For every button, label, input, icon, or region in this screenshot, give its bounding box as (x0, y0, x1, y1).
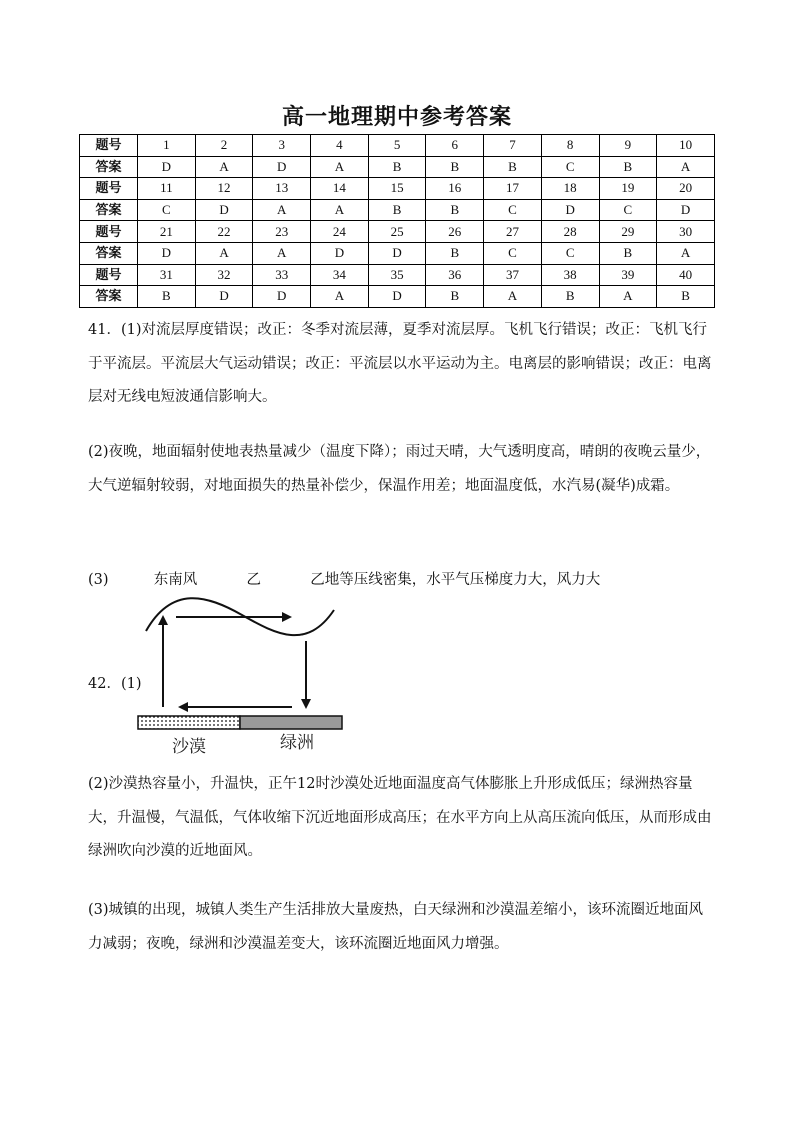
table-cell: A (657, 156, 715, 178)
row-header-cell: 题号 (80, 178, 138, 200)
table-row (80, 221, 715, 243)
table-cell: A (311, 199, 369, 221)
table-cell: 26 (426, 221, 484, 243)
q42-part2: (2)沙漠热容量小，升温快，正午12时沙漠处近地面温度高气体膨胀上升形成低压；绿洲热容量大，升温慢，气温低，气体收缩下沉近地面形成高压；在水平方向上从高压流向低压，从而形成由绿洲吹向沙漠的近地面风。 (88, 776, 712, 859)
table-cell: C (541, 156, 599, 178)
table-cell: C (599, 199, 657, 221)
table-cell: 36 (426, 264, 484, 286)
table-cell: 21 (138, 221, 196, 243)
table-cell: 32 (195, 264, 253, 286)
page-title: 高一地理期中参考答案 (281, 104, 512, 130)
table-cell: C (484, 199, 542, 221)
table-cell: B (138, 286, 196, 308)
table-cell: 2 (195, 135, 253, 157)
table-cell: B (484, 156, 542, 178)
table-cell: 13 (253, 178, 311, 200)
answer-table (79, 134, 715, 308)
table-cell: 19 (599, 178, 657, 200)
table-row (80, 242, 715, 264)
table-row (80, 264, 715, 286)
table-cell: A (253, 199, 311, 221)
table-cell: B (657, 286, 715, 308)
table-cell: D (195, 199, 253, 221)
table-cell: 4 (311, 135, 369, 157)
table-cell: D (657, 199, 715, 221)
table-row (80, 178, 715, 200)
circulation-diagram (132, 595, 352, 760)
table-cell: 20 (657, 178, 715, 200)
table-cell: B (599, 242, 657, 264)
q41-part3-reason: 乙地等压线密集，水平气压梯度力大，风力大 (310, 572, 601, 588)
q41-part3-wind-direction: 东南风 (153, 572, 198, 588)
q41-part3-location: 乙 (246, 572, 261, 588)
table-cell: 35 (368, 264, 426, 286)
table-cell: A (599, 286, 657, 308)
table-cell: 40 (657, 264, 715, 286)
table-row (80, 286, 715, 308)
q42-label: 42．(1) (88, 676, 142, 692)
table-cell: B (541, 286, 599, 308)
table-cell: 30 (657, 221, 715, 243)
table-cell: 34 (311, 264, 369, 286)
table-cell: D (253, 156, 311, 178)
table-cell: A (195, 156, 253, 178)
table-cell: 7 (484, 135, 542, 157)
row-header-cell: 答案 (80, 199, 138, 221)
table-cell: 6 (426, 135, 484, 157)
q41-part3 (88, 568, 600, 589)
row-header-cell: 答案 (80, 286, 138, 308)
table-cell: A (311, 156, 369, 178)
table-cell: 5 (368, 135, 426, 157)
table-row (80, 135, 715, 157)
table-row (80, 156, 715, 178)
table-cell: 28 (541, 221, 599, 243)
table-cell: 24 (311, 221, 369, 243)
row-header-cell: 答案 (80, 242, 138, 264)
table-row (80, 199, 715, 221)
table-cell: C (138, 199, 196, 221)
table-cell: A (484, 286, 542, 308)
table-cell: D (138, 242, 196, 264)
table-cell: A (253, 242, 311, 264)
table-cell: 9 (599, 135, 657, 157)
table-cell: B (426, 242, 484, 264)
table-cell: D (368, 286, 426, 308)
oasis-bar (240, 716, 342, 729)
table-cell: A (311, 286, 369, 308)
table-cell: 3 (253, 135, 311, 157)
table-cell: B (368, 199, 426, 221)
row-header-cell: 题号 (80, 264, 138, 286)
row-header-cell: 题号 (80, 135, 138, 157)
table-cell: 33 (253, 264, 311, 286)
q42-part3: (3)城镇的出现，城镇人类生产生活排放大量废热，白天绿洲和沙漠温差缩小，该环流圈近地面风力减弱；夜晚，绿洲和沙漠温差变大，该环流圈近地面风力增强。 (88, 902, 704, 952)
table-cell: B (368, 156, 426, 178)
table-cell: A (195, 242, 253, 264)
table-cell: 23 (253, 221, 311, 243)
table-cell: D (311, 242, 369, 264)
table-cell: 37 (484, 264, 542, 286)
table-cell: 8 (541, 135, 599, 157)
table-cell: 1 (138, 135, 196, 157)
table-cell: 31 (138, 264, 196, 286)
table-cell: 11 (138, 178, 196, 200)
table-cell: 29 (599, 221, 657, 243)
row-header-cell: 答案 (80, 156, 138, 178)
table-cell: D (541, 199, 599, 221)
table-cell: 39 (599, 264, 657, 286)
table-cell: B (426, 156, 484, 178)
table-cell: C (541, 242, 599, 264)
oasis-label: 绿洲 (280, 733, 314, 753)
table-cell: 25 (368, 221, 426, 243)
table-cell: 27 (484, 221, 542, 243)
table-cell: 10 (657, 135, 715, 157)
table-cell: D (195, 286, 253, 308)
desert-label: 沙漠 (172, 737, 206, 757)
table-cell: 18 (541, 178, 599, 200)
table-cell: 22 (195, 221, 253, 243)
table-cell: D (253, 286, 311, 308)
table-cell: A (657, 242, 715, 264)
table-cell: 15 (368, 178, 426, 200)
row-header-cell: 题号 (80, 221, 138, 243)
table-cell: B (426, 199, 484, 221)
q41-part1: 41．(1)对流层厚度错误；改正：冬季对流层薄，夏季对流层厚。飞机飞行错误；改正：飞机飞行于平流层。平流层大气运动错误；改正：平流层以水平运动为主。电离层的影响错误；改正：电离层对无线电短波通信影响大。 (88, 322, 712, 405)
q41-part2: (2)夜晚，地面辐射使地表热量减少（温度下降）；雨过天晴，大气透明度高，晴朗的夜晚云量少，大气逆辐射较弱，对地面损失的热量补偿少，保温作用差；地面温度低，水汽易(凝华)成霜。 (88, 444, 711, 494)
table-cell: 16 (426, 178, 484, 200)
table-cell: B (599, 156, 657, 178)
table-cell: 17 (484, 178, 542, 200)
table-cell: B (426, 286, 484, 308)
table-cell: 12 (195, 178, 253, 200)
table-cell: 14 (311, 178, 369, 200)
table-cell: 38 (541, 264, 599, 286)
q41-part3-number: (3) (88, 572, 109, 588)
table-cell: D (368, 242, 426, 264)
table-cell: D (138, 156, 196, 178)
desert-bar (138, 716, 240, 729)
table-cell: C (484, 242, 542, 264)
